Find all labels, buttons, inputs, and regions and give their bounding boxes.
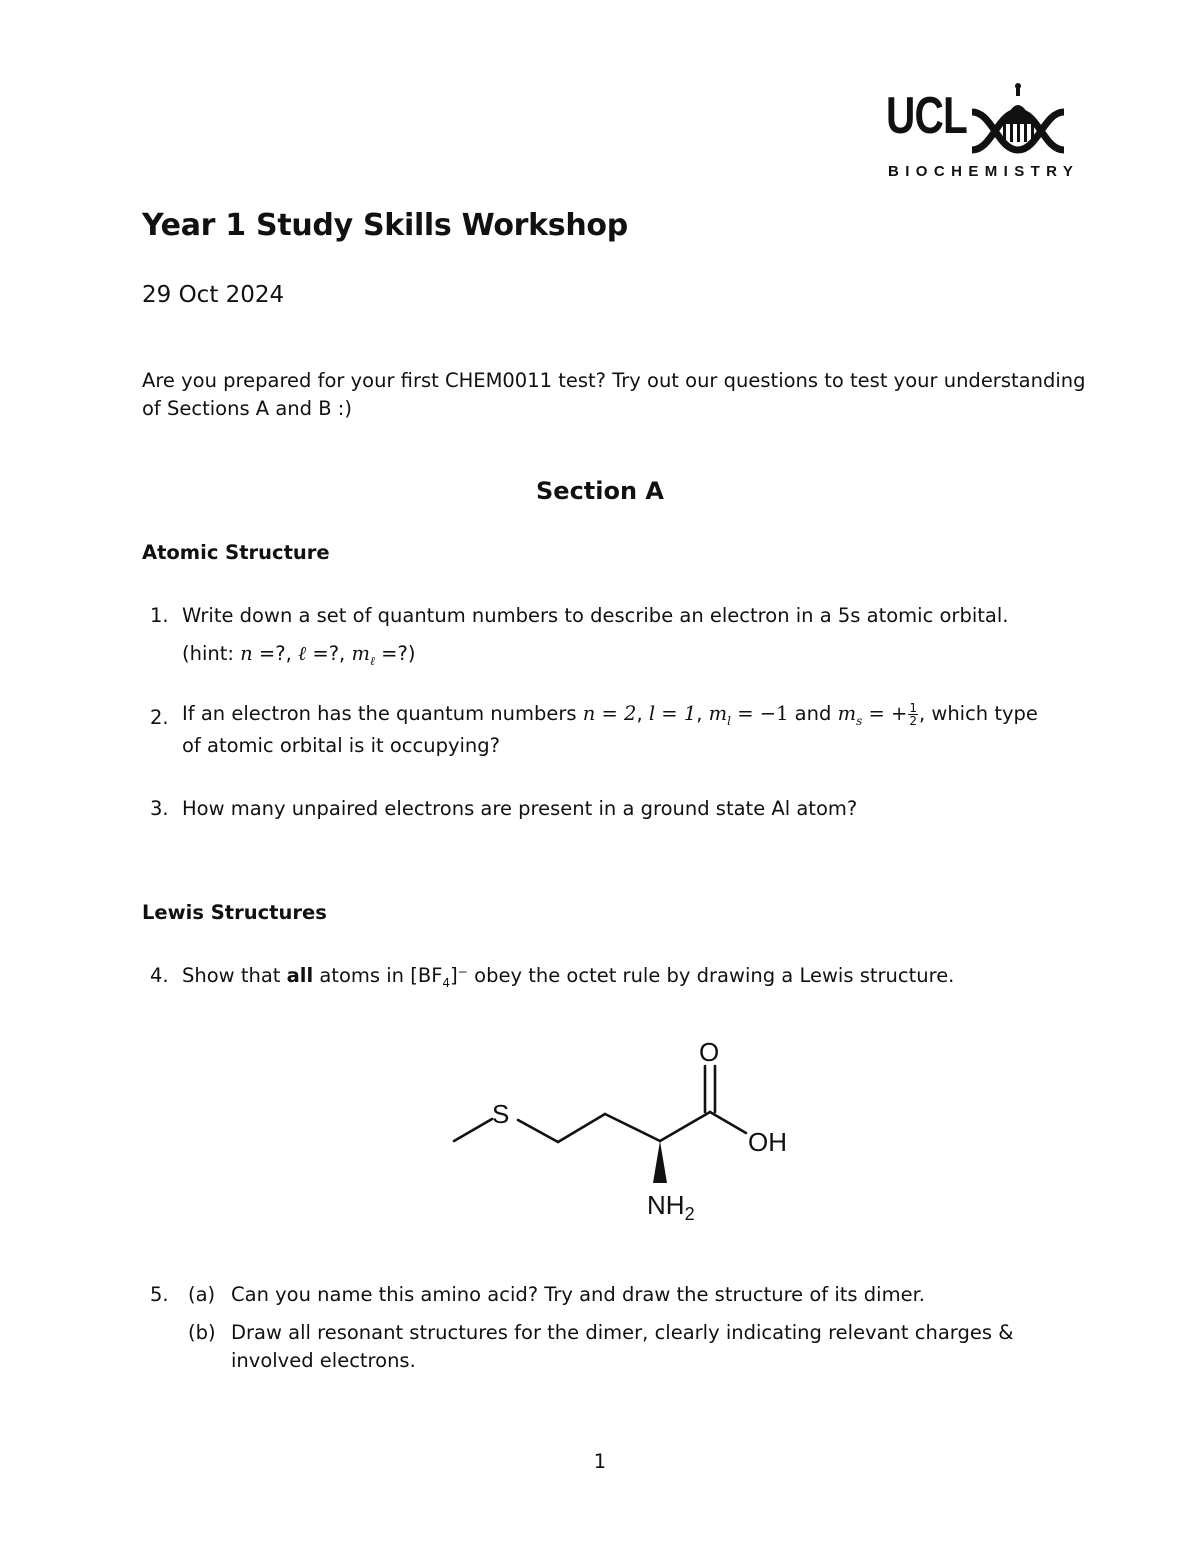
question-number: 4. [150,964,169,987]
question-1-hint: (hint: n =?, ℓ =?, $m_\ell$ =?) [182,642,416,668]
page-title: Year 1 Study Skills Workshop [142,208,628,243]
question-number: 3. [150,797,169,820]
question-4-text: Show that all atoms in $[BF_4]^-$ obey the octet rule by drawing a Lewis structure. [182,964,955,990]
atom-label-amine: $NH_2$ [647,1190,695,1224]
atom-label-sulfur: S [492,1099,510,1129]
fraction-one-half: $\frac{1}{2}$ [909,701,917,728]
atom-label-oxygen: O [699,1037,720,1067]
question-number: 1. [150,604,169,627]
logo-department: BIOCHEMISTRY [888,163,1080,180]
question-5a-text: Can you name this amino acid? Try and draw the structure of its dimer. [231,1283,925,1306]
ucl-biochemistry-logo [886,82,1080,182]
question-5b-line-2: involved electrons. [231,1349,416,1372]
intro-line-2: of Sections A and B :) [142,397,352,420]
subsection-heading-lewis: Lewis Structures [142,901,327,924]
logo-wordmark: UCL [886,87,968,145]
section-heading: Section A [536,477,664,505]
subquestion-label-b: (b) [188,1321,216,1344]
dome-dna-icon [970,82,1066,154]
methionine-structure-diagram [440,1030,810,1225]
date: 29 Oct 2024 [142,282,285,308]
intro-line-1: Are you prepared for your first CHEM0011 test? Try out our questions to test your understanding [142,369,1086,392]
subsection-heading-atomic: Atomic Structure [142,541,330,564]
question-5b-text: Draw all resonant structures for the dimer, clearly indicating relevant charges & [231,1321,1014,1344]
question-1-text: Write down a set of quantum numbers to describe an electron in a 5s atomic orbital. [182,604,1009,627]
page-number: 1 [593,1450,607,1473]
question-number: 5. [150,1283,169,1306]
question-2-line-2: of atomic orbital is it occupying? [182,734,500,757]
question-number: 2. [150,706,169,729]
question-3-text: How many unpaired electrons are present in a ground state Al atom? [182,797,858,820]
atom-label-hydroxyl: OH [748,1127,787,1157]
subquestion-label-a: (a) [188,1283,216,1306]
question-2-text: If an electron has the quantum numbers n = 2, l = 1, $m_l = -1$ and $m_s$ = + $\frac{1}{2}$ , which type [182,701,1038,728]
